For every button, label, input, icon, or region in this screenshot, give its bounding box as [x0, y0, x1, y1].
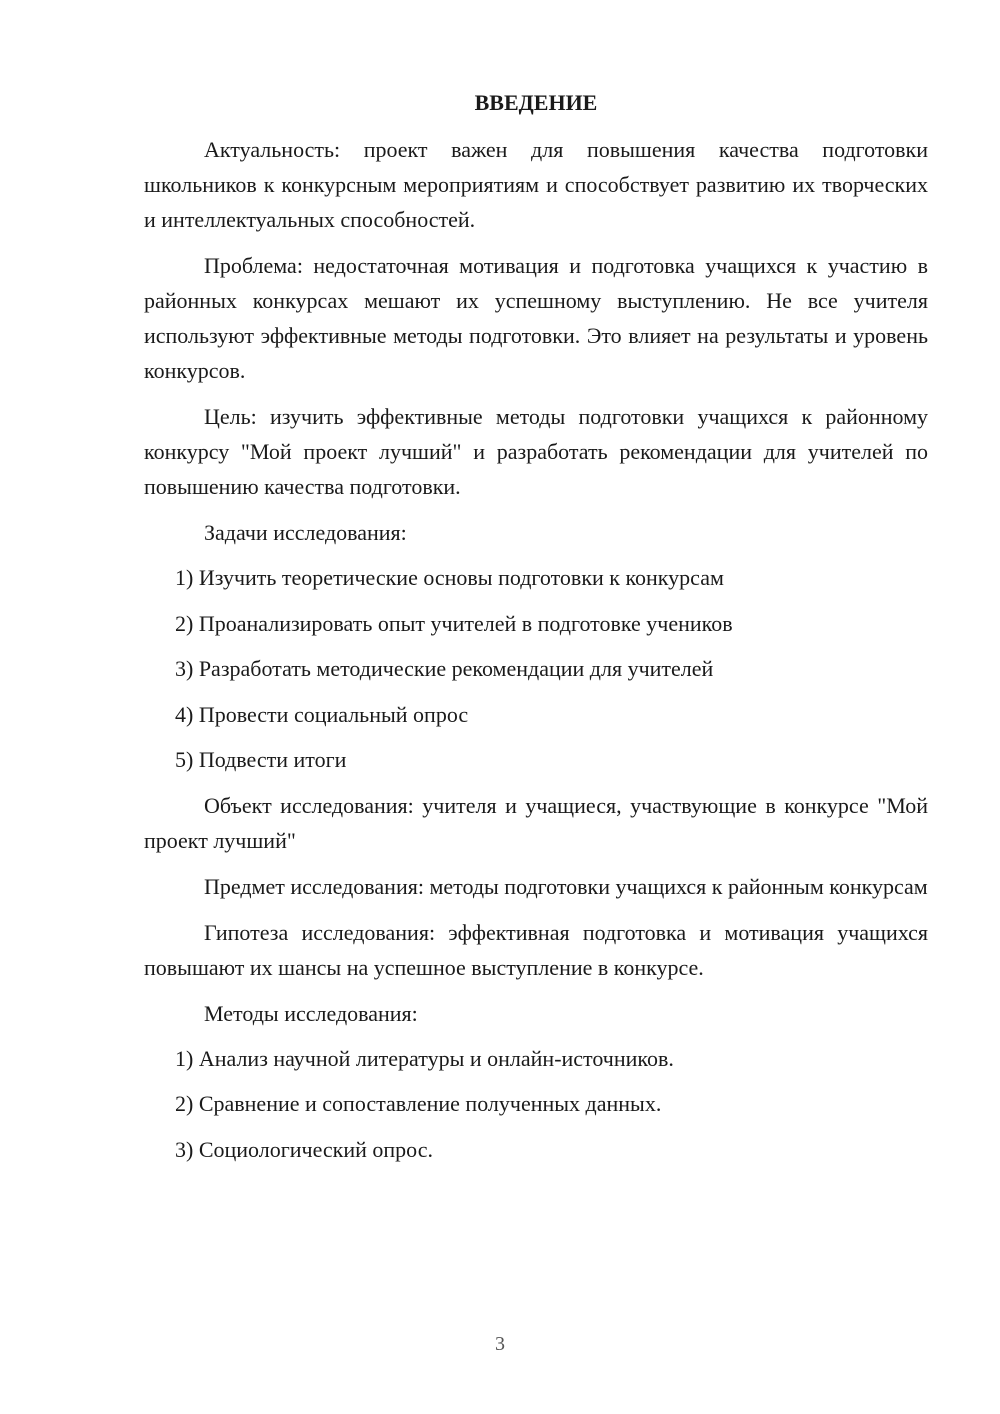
- task-item: 3) Разработать методические рекомендации для учителей: [175, 656, 714, 681]
- goal-paragraph: Цель: изучить эффективные методы подготовки учащихся к районному конкурсу "Мой проект лучший" и разработать рекомендации для учителей по повышению качества подготовки.: [144, 404, 928, 499]
- method-item: 1) Анализ научной литературы и онлайн-источников.: [175, 1045, 674, 1071]
- tasks-list: [144, 560, 928, 777]
- task-item: 2) Проанализировать опыт учителей в подготовке учеников: [175, 610, 733, 636]
- subject-paragraph: Предмет исследования: методы подготовки учащихся к районным конкурсам: [204, 873, 928, 899]
- method-item: 3) Социологический опрос.: [175, 1136, 433, 1162]
- problem-paragraph: Проблема: недостаточная мотивация и подготовка учащихся к участию в районных конкурсах мешают их успешному выступлению. Не все учителя используют эффективные методы подготовки. Это влияет на результаты и уровень конкурсов.: [144, 253, 928, 383]
- page-title: ВВЕДЕНИЕ: [474, 90, 598, 115]
- task-item: 1) Изучить теоретические основы подготовки к конкурсам: [175, 565, 724, 590]
- task-item: 4) Провести социальный опрос: [175, 701, 469, 727]
- object-paragraph: Объект исследования: учителя и учащиеся, участвующие в конкурсе "Мой проект лучший": [144, 792, 928, 853]
- methods-heading: Методы исследования:: [204, 1000, 418, 1026]
- task-item: 5) Подвести итоги: [175, 747, 347, 772]
- hypothesis-paragraph: Гипотеза исследования: эффективная подготовка и мотивация учащихся повышают их шансы на успешное выступление в конкурсе.: [144, 919, 928, 980]
- methods-list: [144, 1041, 928, 1167]
- relevance-paragraph: Актуальность: проект важен для повышения качества подготовки школьников к конкурсным мероприятиям и способствует развитию их творческих и интеллектуальных способностей.: [144, 137, 928, 232]
- page-number: 3: [495, 1333, 505, 1355]
- document-page: [144, 88, 928, 1177]
- tasks-heading: Задачи исследования:: [204, 520, 407, 545]
- method-item: 2) Сравнение и сопоставление полученных данных.: [175, 1091, 662, 1116]
